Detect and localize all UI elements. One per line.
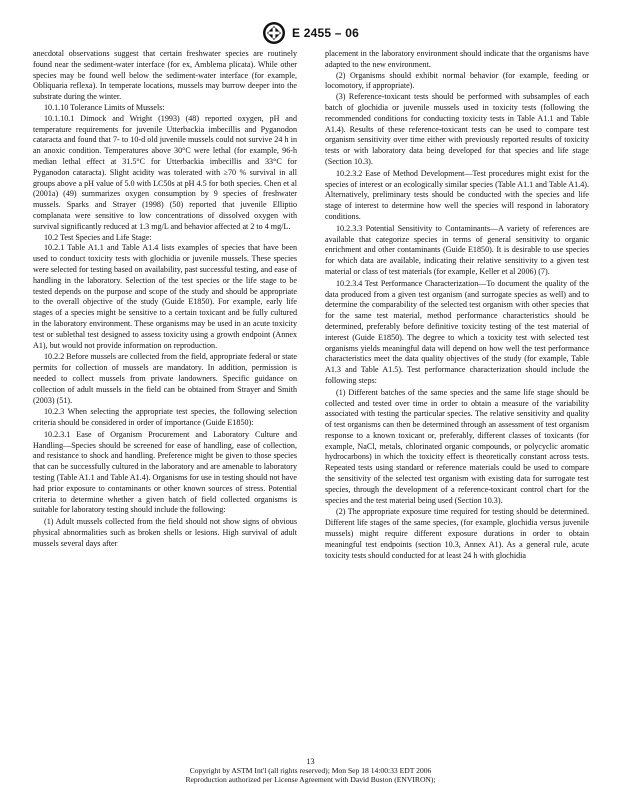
page-header bbox=[0, 20, 621, 46]
paragraph: (1) Adult mussels collected from the field should not show signs of obvious physical abnormalities such as broken shells or lesions. High survival of adult mussels several days after bbox=[33, 517, 297, 548]
paragraph: 10.2.3 When selecting the appropriate test species, the following selection criteria should be considered in order of importance (Guide E1850): bbox=[33, 407, 297, 428]
page-number: 13 bbox=[306, 757, 315, 766]
paragraph: 10.2.3.3 Potential Sensitivity to Contaminants—A variety of references are available that categorize species in terms of general sensitivity to organic enrichment and other contaminants (Guide E1850). It is desirable to use species for which data are available, indicating their relative sensitivity to a given test material or class of test materials (for example, Keller et al 2006) (7). bbox=[325, 223, 589, 276]
left-column bbox=[33, 49, 297, 550]
paragraph: placement in the laboratory environment should indicate that the organisms have adapted to the new environment. bbox=[325, 49, 589, 69]
copyright-notice: Copyright by ASTM Int'l (all rights reserved); Mon Sep 18 14:00:33 EDT 2006 bbox=[189, 766, 432, 776]
paragraph: (1) Different batches of the same species and the same life stage should be collected and tested over time in order to obtain a measure of the variability associated with testing the particular species. The relative sensitivity and quality of test organisms can then be determined through an assessment of test organism response to a known toxicant or, preferably, different classes of toxicants (for example, NaCl, metals, chlorinated organic compounds, or polycyclic aromatic hydrocarbons) in which the toxicity effect is theoretically constant across tests. Repeated tests using standard or reference materials could be used to compare the sensitivity of the selected test organism with existing data for surrogate test species, through the development of a reference-toxicant control chart for the species and the test material being used (Section 10.3). bbox=[325, 387, 589, 505]
paragraph: 10.2.3.4 Test Performance Characterization—To document the quality of the data produced from a given test organism (and surrogate species as well) and to determine the comparability of the selected test organism with other species that for the same test material, method performance characteristics should be determined, preferably before definitive toxicity testing of the test material of interest (Guide E1850). The degree to which a toxicity test with selected test organisms yields meaningful data will depend on how well the test performance characteristics meet the data quality objectives of the study (for example, Table A1.3 and Table A1.5). Test performance characterization should include the following steps: bbox=[325, 278, 589, 385]
paragraph: 10.2.2 Before mussels are collected from the field, appropriate federal or state permits for collection of mussels are mandatory. In addition, permission is needed to collect mussels from private landowners. Specific guidance on collection of adult mussels in the field can be obtained from Strayer and Smith (2003) (51). bbox=[33, 352, 297, 405]
paragraph: anecdotal observations suggest that certain freshwater species are routinely found near the sediment-water interface (for ex, Amblema plicata). While other species may be found well below the sediment-water interface (for example, Obliquaria reflexa). In temperate locations, mussels may burrow deeper into the substrate during the winter. bbox=[33, 49, 297, 102]
astm-logo-icon bbox=[262, 21, 286, 45]
standard-designation: E 2455 – 06 bbox=[292, 26, 359, 40]
license-notice: Reproduction authorized per License Agreement with David Buston (ENVIRON); bbox=[185, 775, 436, 785]
paragraph: (3) Reference-toxicant tests should be performed with subsamples of each batch of glochidia or juvenile mussels used in toxicity tests (following the recommended conditions for conducting toxicity tests in Table A1.1 and Table A1.4). Results of these reference-toxicant tests can be used to compare test organism sensitivity over time either with previously reported results of toxicity tests or with laboratory data being developed for that species and life stage (Section 10.3). bbox=[325, 92, 589, 166]
paragraph: 10.2.1 Table A1.1 and Table A1.4 lists examples of species that have been used to conduct toxicity tests with glochidia or juvenile mussels. These species were selected for testing based on availability, past successful testing, and ease of handling in the laboratory. Selection of the test species or the life stage to be tested depends on the purpose and scope of the study and should be appropriate to the overall objective of the study (Guide E1850). For example, early life stages of a species might be sensitive to a certain toxicant and be fully cultured in the laboratory environment. These organisms may be used in an acute toxicity test or sublethal test designed to assess toxicity using a growth endpoint (Annex A1), but would not provide information on reproduction. bbox=[33, 243, 297, 350]
right-column bbox=[325, 49, 589, 561]
paragraph: 10.2.3.1 Ease of Organism Procurement and Laboratory Culture and Handling—Species should be screened for ease of handling, ease of collection, and resistance to shock and handling. Preference might be given to those species that can be successfully cultured in the laboratory and are amenable to laboratory testing (Table A1.1 and Table A1.4). Organisms for use in testing should not have had prior exposure to contaminants or other known sources of stress. Potential criteria to determine whether a given batch of field collected organisms is suitable for laboratory testing should include the following: bbox=[33, 429, 297, 515]
section-heading: 10.2 Test Species and Life Stage: bbox=[44, 232, 152, 242]
paragraph: 10.2.3.2 Ease of Method Development—Test procedures might exist for the species of interest or an ecologically similar species (Table A1.1 and Table A1.4). Alternatively, preliminary tests should be conducted with the species and life stage of interest to determine how well the species will respond in laboratory conditions. bbox=[325, 168, 589, 221]
paragraph: (2) Organisms should exhibit normal behavior (for example, feeding or locomotory, if appropriate). bbox=[325, 70, 589, 91]
section-heading: 10.1.10 Tolerance Limits of Mussels: bbox=[44, 102, 165, 112]
paragraph: 10.1.10.1 Dimock and Wright (1993) (48) reported oxygen, pH and temperature requirements for juvenile Utterbackia imbecillis and Pyganodon cataracta and found that 7- to 10-d old juvenile mussels could not survive 24 h in an anoxic condition. Temperatures above 30°C were lethal (for example, 96-h median lethal effect at 31.5°C for Utterbackia imbecillis and 33°C for Pyganodon cataracta). Slight acidity was tolerated with ≥70 % survival in all groups above a pH value of 5.0 with LC50s at pH 4.5 for both species. Chen et al (2001a) (49) summarizes oxygen consumption by 9 species of freshwater mussels. Sparks and Strayer (1998) (50) reported that juvenile Elliptio complanata were sensitive to low concentrations of dissolved oxygen with survival significantly reduced at 1.3 mg/L and behavior affected at 2 to 4 mg/L. bbox=[33, 113, 297, 231]
paragraph: (2) The appropriate exposure time required for testing should be determined. Different life stages of the same species, (for example, glochidia versus juvenile mussels) might require different exposure durations in order to obtain meaningful test endpoints (section 10.3, Annex A1). As a general rule, acute toxicity tests should conducted for at least 24 h with glochidia bbox=[325, 507, 589, 560]
page-footer bbox=[0, 757, 621, 785]
